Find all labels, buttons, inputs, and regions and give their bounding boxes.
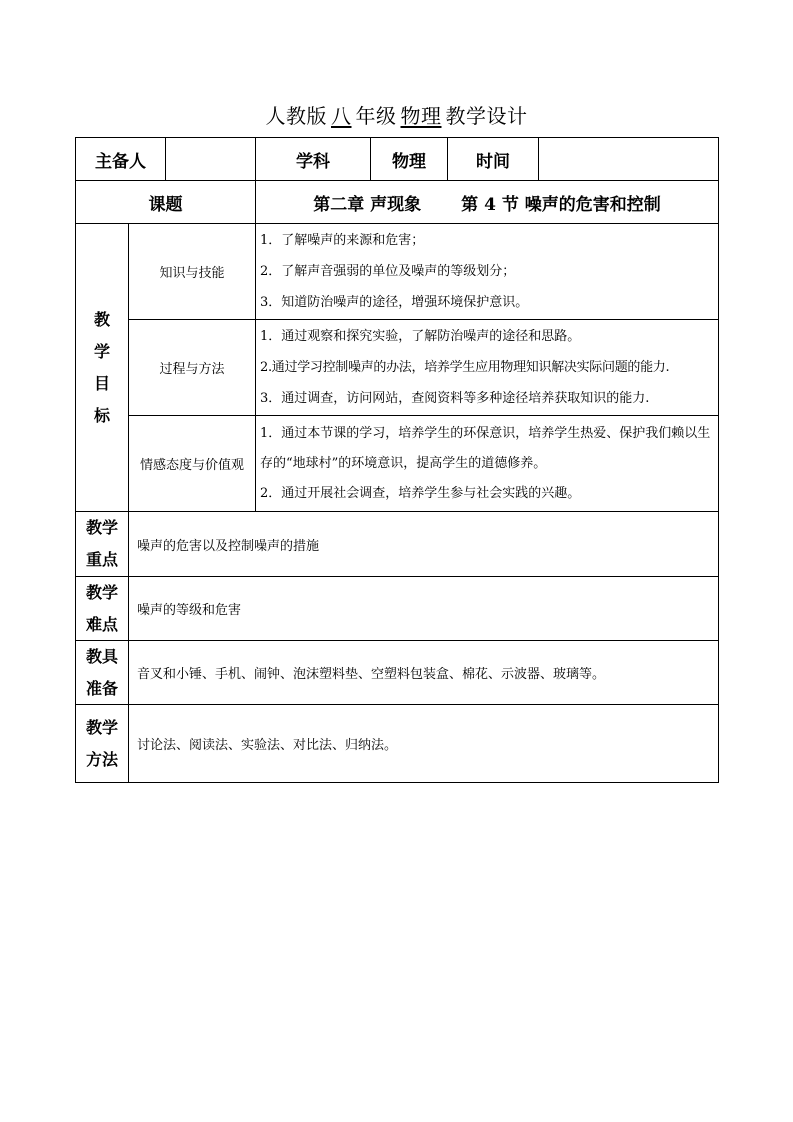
title-grade: 八 — [331, 104, 352, 128]
objectives-label-char: 教 — [93, 309, 110, 329]
objectives-label — [76, 224, 128, 511]
topic-label: 课题 — [148, 194, 183, 215]
list-item: 2．通过开展社会调查，培养学生参与社会实践的兴趣。 — [260, 486, 581, 501]
process-label: 过程与方法 — [159, 362, 225, 377]
methods-label — [76, 705, 128, 782]
topic-chapter: 第二章 声现象 — [313, 194, 422, 215]
list-item: 1．通过本节课的学习，培养学生的环保意识，培养学生热爱、保护我们赖以生存的“地球村”的环境意识，提高学生的道德修养。 — [260, 426, 711, 471]
list-item: 1．通过观察和探究实验，了解防治噪声的途径和思路。 — [260, 329, 581, 344]
objectives-label-char: 标 — [93, 405, 110, 425]
list-item: 3．通过调查，访问网站，查阅资料等多种途径培养获取知识的能力. — [260, 391, 650, 406]
process-list — [256, 320, 718, 415]
label-line: 重点 — [85, 550, 118, 569]
key-point-label — [76, 512, 128, 576]
materials-label — [76, 641, 128, 704]
list-item: 1．了解噪声的来源和危害； — [260, 233, 425, 248]
author-label: 主备人 — [95, 151, 146, 172]
label-line: 难点 — [85, 614, 118, 634]
document-title — [0, 102, 793, 130]
time-label: 时间 — [476, 151, 510, 172]
topic-section: 第 4 节 噪声的危害和控制 — [461, 194, 661, 215]
subject-value: 物理 — [392, 151, 426, 172]
knowledge-label: 知识与技能 — [159, 266, 225, 281]
difficulty-label — [76, 577, 128, 640]
difficulty-value: 噪声的等级和危害 — [137, 603, 242, 618]
emotion-label: 情感态度与价值观 — [139, 458, 244, 473]
label-line: 教学 — [85, 518, 118, 537]
key-point-value: 噪声的危害以及控制噪声的措施 — [137, 538, 320, 554]
topic-value — [256, 181, 718, 223]
list-item: 2．了解声音强弱的单位及噪声的等级划分； — [260, 264, 516, 279]
knowledge-list — [256, 224, 718, 319]
title-prefix: 人教版 — [265, 104, 327, 128]
title-grade-suffix: 年级 — [355, 104, 397, 128]
title-suffix: 教学设计 — [445, 104, 528, 128]
label-line: 教学 — [85, 582, 118, 602]
subject-label: 学科 — [296, 151, 330, 172]
objectives-label-char: 学 — [93, 341, 110, 361]
list-item: 3．知道防治噪声的途径，增强环境保护意识。 — [260, 295, 529, 310]
emotion-list — [256, 416, 718, 511]
title-subject: 物理 — [400, 104, 442, 128]
label-line: 准备 — [85, 678, 118, 698]
materials-value: 音叉和小锤、手机、闹钟、泡沫塑料垫、空塑料包装盒、棉花、示波器、玻璃等。 — [137, 667, 606, 682]
objectives-label-char: 目 — [93, 373, 110, 393]
label-line: 教学 — [85, 717, 118, 737]
list-item: 2.通过学习控制噪声的办法，培养学生应用物理知识解决实际问题的能力. — [260, 360, 670, 375]
label-line: 方法 — [85, 749, 118, 769]
author-value — [166, 138, 255, 180]
label-line: 教具 — [85, 646, 118, 666]
methods-value: 讨论法、阅读法、实验法、对比法、归纳法。 — [137, 738, 398, 753]
time-value — [539, 138, 718, 180]
